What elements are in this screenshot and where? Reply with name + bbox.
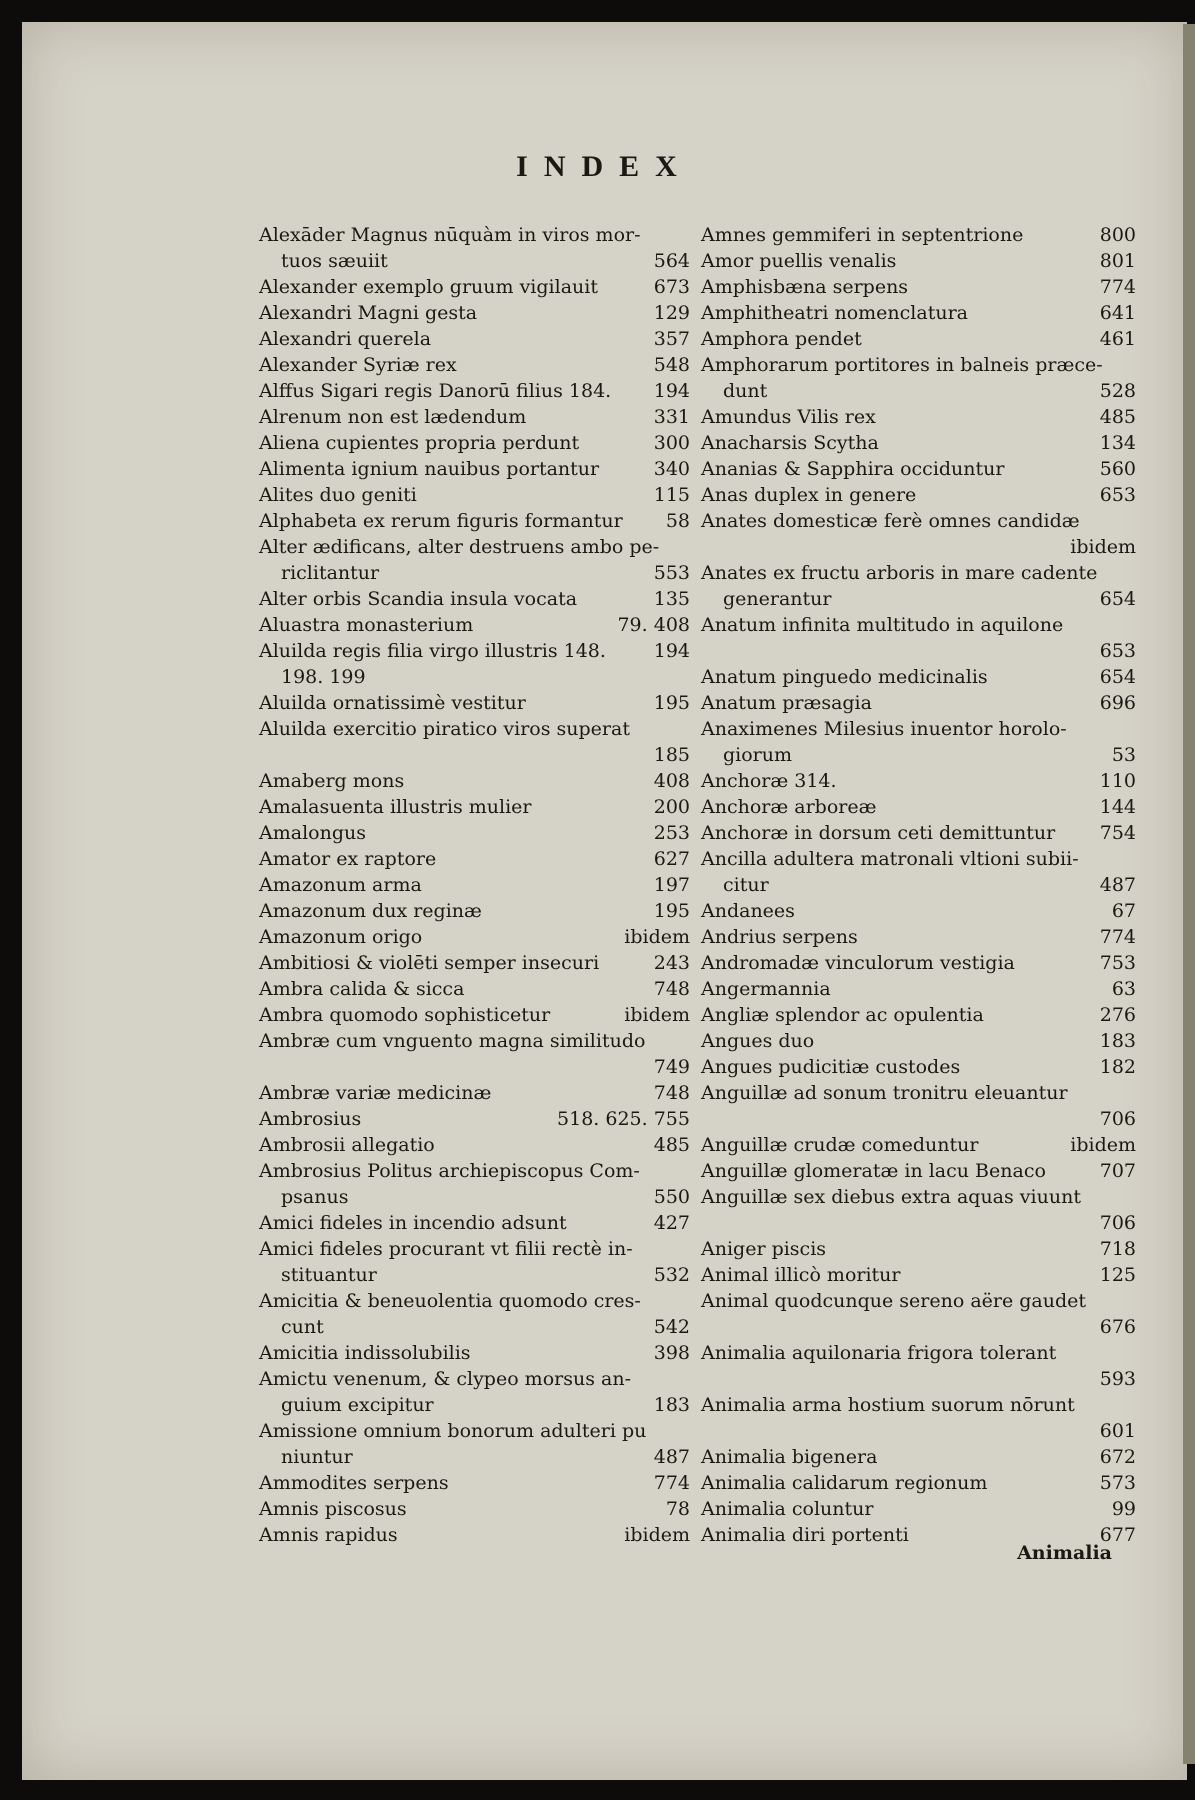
- index-entry: [701, 352, 1136, 404]
- entry-text: Amazonum origo: [259, 926, 423, 948]
- index-entry: [701, 794, 1136, 820]
- page-reference: 800: [1099, 224, 1136, 246]
- entry-text: Anas duplex in genere: [701, 484, 917, 506]
- entry-text: Amundus Vilis rex: [701, 406, 876, 428]
- entry-text: Amnis rapidus: [259, 1524, 398, 1546]
- index-entry: [701, 560, 1136, 612]
- index-entry: [701, 1158, 1136, 1184]
- index-entry: [701, 456, 1136, 482]
- entry-text: Aliena cupientes propria perdunt: [259, 432, 580, 454]
- index-entry: [259, 300, 690, 326]
- index-entry: [701, 326, 1136, 352]
- entry-text: Ambræ cum vnguento magna similitudo: [259, 1030, 646, 1052]
- page-reference: 485: [653, 1134, 690, 1156]
- index-entry: [259, 638, 690, 690]
- page-reference: 487: [653, 1446, 690, 1468]
- index-entry: [259, 1340, 690, 1366]
- page-reference: 427: [653, 1212, 690, 1234]
- entry-text: Alexāder Magnus nūquàm in viros mor-: [259, 224, 641, 246]
- page-reference: 300: [653, 432, 690, 454]
- entry-text: Ambrosius Politus archiepiscopus Com-: [259, 1160, 640, 1182]
- page-reference: 528: [1099, 380, 1136, 402]
- entry-text: Alites duo geniti: [259, 484, 417, 506]
- entry-continuation: tuos sæuiit: [281, 250, 388, 272]
- entry-text: Ammodites serpens: [259, 1472, 449, 1494]
- index-entry: [259, 1106, 690, 1132]
- page-reference: 676: [1099, 1316, 1136, 1338]
- index-entry: [701, 1184, 1136, 1236]
- page-reference: 653: [1099, 640, 1136, 662]
- index-entry: [259, 820, 690, 846]
- entry-continuation: cunt: [281, 1316, 324, 1338]
- page-reference: 673: [653, 276, 690, 298]
- page-reference: 748: [653, 978, 690, 1000]
- index-entry: [701, 1496, 1136, 1522]
- index-entry: [259, 1288, 690, 1340]
- page-reference: 627: [653, 848, 690, 870]
- page-reference: 518. 625. 755: [557, 1108, 690, 1130]
- page-reference: 672: [1099, 1446, 1136, 1468]
- index-entry: [259, 768, 690, 794]
- entry-text: Ambra calida & sicca: [259, 978, 465, 1000]
- page-reference: ibidem: [1070, 536, 1136, 558]
- entry-text: Amnes gemmiferi in septentrione: [701, 224, 1024, 246]
- index-entry: [701, 976, 1136, 1002]
- entry-text: Anatum præsagia: [701, 692, 872, 714]
- entry-text: Alter orbis Scandia insula vocata: [259, 588, 578, 610]
- page-reference: 79. 408: [617, 614, 690, 636]
- page-reference: 564: [653, 250, 690, 272]
- page-reference: 125: [1099, 1264, 1136, 1286]
- index-entry: [701, 274, 1136, 300]
- index-entry: [259, 534, 690, 586]
- entry-continuation: psanus: [281, 1186, 349, 1208]
- index-entry: [259, 1496, 690, 1522]
- entry-text: Animal quodcunque sereno aëre gaudet: [701, 1290, 1087, 1312]
- page-reference: 115: [653, 484, 690, 506]
- page-reference: 601: [1099, 1420, 1136, 1442]
- entry-text: Anguillæ glomeratæ in lacu Benaco: [701, 1160, 1046, 1182]
- entry-text: Aluastra monasterium: [259, 614, 474, 636]
- page-reference: 183: [1099, 1030, 1136, 1052]
- entry-text: Animalia calidarum regionum: [701, 1472, 988, 1494]
- index-entry: [701, 1054, 1136, 1080]
- page-reference: 461: [1099, 328, 1136, 350]
- index-entry: [259, 1470, 690, 1496]
- page-reference: 677: [1099, 1524, 1136, 1546]
- entry-text: Amnis piscosus: [259, 1498, 407, 1520]
- next-page-edge: [1183, 24, 1195, 1764]
- page-reference: 197: [653, 874, 690, 896]
- entry-continuation: dunt: [723, 380, 768, 402]
- entry-text: Amazonum dux reginæ: [259, 900, 482, 922]
- index-entry: [259, 508, 690, 534]
- index-entry: [701, 1080, 1136, 1132]
- index-entry: [259, 1366, 690, 1418]
- page-reference: 548: [653, 354, 690, 376]
- entry-text: Alexander exemplo gruum vigilauit: [259, 276, 598, 298]
- entry-continuation: citur: [723, 874, 769, 896]
- entry-text: Angliæ splendor ac opulentia: [701, 1004, 984, 1026]
- page-reference: 408: [653, 770, 690, 792]
- entry-text: Anatum pinguedo medicinalis: [701, 666, 988, 688]
- page-reference: 200: [653, 796, 690, 818]
- page-reference: 550: [653, 1186, 690, 1208]
- index-entry: [701, 690, 1136, 716]
- book-page: [22, 22, 1187, 1780]
- entry-text: Animalia aquilonaria frigora tolerant: [701, 1342, 1057, 1364]
- index-entry: [259, 586, 690, 612]
- entry-text: Amator ex raptore: [259, 848, 437, 870]
- index-entry: [701, 248, 1136, 274]
- page-reference: 487: [1099, 874, 1136, 896]
- entry-continuation: stituantur: [281, 1264, 377, 1286]
- page-reference: 144: [1099, 796, 1136, 818]
- index-entry: [701, 846, 1136, 898]
- index-entry: [259, 1080, 690, 1106]
- index-entry: [701, 950, 1136, 976]
- page-reference: 774: [1099, 276, 1136, 298]
- page-reference: 182: [1099, 1056, 1136, 1078]
- entry-text: Anguillæ sex diebus extra aquas viuunt: [701, 1186, 1081, 1208]
- page-reference: 653: [1099, 484, 1136, 506]
- page-reference: 58: [665, 510, 690, 532]
- page-reference: 195: [653, 692, 690, 714]
- page-reference: 185: [653, 744, 690, 766]
- entry-text: Aluilda ornatissimè vestitur: [259, 692, 526, 714]
- entry-continuation: riclitantur: [281, 562, 380, 584]
- entry-text: Amphitheatri nomenclatura: [701, 302, 968, 324]
- entry-text: Amphora pendet: [701, 328, 862, 350]
- page-reference: 67: [1111, 900, 1136, 922]
- page-reference: 195: [653, 900, 690, 922]
- entry-continuation: giorum: [723, 744, 793, 766]
- entry-text: Ananias & Sapphira occiduntur: [701, 458, 1005, 480]
- page-reference: 593: [1099, 1368, 1136, 1390]
- index-entry: [701, 1262, 1136, 1288]
- page-reference: 774: [653, 1472, 690, 1494]
- page-reference: 641: [1099, 302, 1136, 324]
- page-reference: 718: [1099, 1238, 1136, 1260]
- page-reference: 542: [653, 1316, 690, 1338]
- entry-text: Aluilda exercitio piratico viros superat: [259, 718, 630, 740]
- page-reference: 654: [1099, 666, 1136, 688]
- entry-text: Amaberg mons: [259, 770, 405, 792]
- index-entry: [701, 404, 1136, 430]
- entry-text: Amictu venenum, & clypeo morsus an-: [259, 1368, 631, 1390]
- entry-text: Animal illicò moritur: [701, 1264, 901, 1286]
- page-reference: ibidem: [1070, 1134, 1136, 1156]
- page-reference: 560: [1099, 458, 1136, 480]
- index-entry: [701, 482, 1136, 508]
- index-entry: [701, 924, 1136, 950]
- entry-continuation: generantur: [723, 588, 832, 610]
- entry-text: Amalongus: [259, 822, 366, 844]
- index-entry: [701, 1470, 1136, 1496]
- page-reference: 532: [653, 1264, 690, 1286]
- entry-text: Anates ex fructu arboris in mare cadente: [701, 562, 1098, 584]
- entry-text: Animalia diri portenti: [701, 1524, 909, 1546]
- catchword: Animalia: [1017, 1542, 1112, 1564]
- page-reference: 340: [653, 458, 690, 480]
- entry-text: Amici fideles procurant vt filii rectè in-: [259, 1238, 633, 1260]
- index-entry: [701, 1132, 1136, 1158]
- entry-text: Amici fideles in incendio adsunt: [259, 1212, 567, 1234]
- page-reference: 707: [1099, 1160, 1136, 1182]
- index-entry: [259, 846, 690, 872]
- index-entry: [259, 404, 690, 430]
- entry-text: Angues duo: [701, 1030, 815, 1052]
- index-entry: [259, 274, 690, 300]
- page-reference: 573: [1099, 1472, 1136, 1494]
- entry-text: Animalia arma hostium suorum nōrunt: [701, 1394, 1075, 1416]
- index-entry: [259, 612, 690, 638]
- page-reference: 53: [1111, 744, 1136, 766]
- page-reference: 485: [1099, 406, 1136, 428]
- page-reference: 129: [653, 302, 690, 324]
- index-entry: [259, 1002, 690, 1028]
- index-entry: [259, 430, 690, 456]
- page-reference: 553: [653, 562, 690, 584]
- page-reference: 194: [653, 380, 690, 402]
- page-reference: 63: [1111, 978, 1136, 1000]
- entry-text: Anaximenes Milesius inuentor horolo-: [701, 718, 1067, 740]
- entry-continuation: niuntur: [281, 1446, 353, 1468]
- page-reference: 801: [1099, 250, 1136, 272]
- page-reference: 194: [653, 640, 690, 662]
- index-entry: [259, 1132, 690, 1158]
- index-entry: [701, 1340, 1136, 1392]
- index-column-right: [701, 222, 1136, 1548]
- entry-text: Ambrosii allegatio: [259, 1134, 435, 1156]
- entry-text: Ancilla adultera matronali vltioni subii-: [701, 848, 1079, 870]
- entry-text: Ambræ variæ medicinæ: [259, 1082, 492, 1104]
- index-entry: [701, 430, 1136, 456]
- entry-text: Animalia bigenera: [701, 1446, 878, 1468]
- entry-text: Amicitia indissolubilis: [259, 1342, 471, 1364]
- index-entry: [701, 1002, 1136, 1028]
- page-reference: 357: [653, 328, 690, 350]
- page-reference: 331: [653, 406, 690, 428]
- entry-text: Aniger piscis: [701, 1238, 827, 1260]
- page-reference: 398: [653, 1342, 690, 1364]
- entry-text: Animalia coluntur: [701, 1498, 874, 1520]
- page-header: INDEX: [516, 150, 693, 183]
- entry-text: Alffus Sigari regis Danorū filius 184.: [259, 380, 612, 402]
- page-reference: 706: [1099, 1212, 1136, 1234]
- index-entry: [259, 976, 690, 1002]
- entry-text: Anguillæ ad sonum tronitru eleuantur: [701, 1082, 1068, 1104]
- entry-text: Anguillæ crudæ comeduntur: [701, 1134, 979, 1156]
- entry-text: Alexandri Magni gesta: [259, 302, 478, 324]
- page-reference: 183: [653, 1394, 690, 1416]
- index-entry: [701, 820, 1136, 846]
- entry-text: Aluilda regis filia virgo illustris 148.: [259, 640, 606, 662]
- index-entry: [701, 612, 1136, 664]
- page-reference: 78: [665, 1498, 690, 1520]
- entry-text: Amissione omnium bonorum adulteri pu: [259, 1420, 647, 1442]
- index-column-left: [259, 222, 690, 1548]
- index-entry: [259, 222, 690, 274]
- entry-text: Anchoræ in dorsum ceti demittuntur: [701, 822, 1056, 844]
- index-entry: [259, 456, 690, 482]
- entry-text: Ambrosius: [259, 1108, 362, 1130]
- page-reference: 99: [1111, 1498, 1136, 1520]
- index-entry: [259, 326, 690, 352]
- entry-text: Alimenta ignium nauibus portantur: [259, 458, 600, 480]
- entry-text: Amazonum arma: [259, 874, 422, 896]
- index-entry: [259, 1418, 690, 1470]
- entry-text: Alexandri querela: [259, 328, 432, 350]
- entry-text: Alphabeta ex rerum figuris formantur: [259, 510, 623, 532]
- entry-text: Amicitia & beneuolentia quomodo cres-: [259, 1290, 641, 1312]
- page-reference: 253: [653, 822, 690, 844]
- entry-text: Anates domesticæ ferè omnes candidæ: [701, 510, 1080, 532]
- entry-text: Amphorarum portitores in balneis præce-: [701, 354, 1103, 376]
- index-entry: [259, 690, 690, 716]
- page-reference: 748: [653, 1082, 690, 1104]
- index-entry: [701, 716, 1136, 768]
- index-entry: [701, 1028, 1136, 1054]
- index-entry: [259, 716, 690, 768]
- index-entry: [701, 300, 1136, 326]
- index-entry: [259, 1028, 690, 1080]
- page-reference: 135: [653, 588, 690, 610]
- index-entry: [259, 352, 690, 378]
- entry-text: Alexander Syriæ rex: [259, 354, 457, 376]
- page-reference: 110: [1099, 770, 1136, 792]
- page-reference: 654: [1099, 588, 1136, 610]
- page-reference: 753: [1099, 952, 1136, 974]
- entry-text: Angermannia: [701, 978, 831, 1000]
- page-reference: 243: [653, 952, 690, 974]
- index-entry: [259, 924, 690, 950]
- entry-continuation: guium excipitur: [281, 1394, 434, 1416]
- index-entry: [259, 1210, 690, 1236]
- page-reference: 774: [1099, 926, 1136, 948]
- entry-text: Ambra quomodo sophisticetur: [259, 1004, 551, 1026]
- entry-text: Andromadæ vinculorum vestigia: [701, 952, 1015, 974]
- page-reference: 706: [1099, 1108, 1136, 1130]
- index-entry: [701, 508, 1136, 560]
- entry-text: Andanees: [701, 900, 795, 922]
- index-entry: [701, 768, 1136, 794]
- index-entry: [259, 482, 690, 508]
- index-entry: [259, 1236, 690, 1288]
- entry-text: Andrius serpens: [701, 926, 858, 948]
- page-reference: 276: [1099, 1004, 1136, 1026]
- entry-text: Alter ædificans, alter destruens ambo pe-: [259, 536, 660, 558]
- entry-text: Anchoræ arboreæ: [701, 796, 877, 818]
- entry-text: Angues pudicitiæ custodes: [701, 1056, 961, 1078]
- entry-continuation: 198. 199: [281, 666, 366, 688]
- entry-text: Amor puellis venalis: [701, 250, 897, 272]
- index-entry: [701, 1236, 1136, 1262]
- entry-text: Amphisbæna serpens: [701, 276, 909, 298]
- page-reference: 696: [1099, 692, 1136, 714]
- page-reference: ibidem: [624, 926, 690, 948]
- index-entry: [701, 898, 1136, 924]
- index-entry: [259, 1158, 690, 1210]
- index-entry: [259, 872, 690, 898]
- index-entry: [259, 378, 690, 404]
- page-reference: 134: [1099, 432, 1136, 454]
- index-entry: [259, 950, 690, 976]
- index-entry: [701, 1444, 1136, 1470]
- entry-text: Anatum infinita multitudo in aquilone: [701, 614, 1064, 636]
- page-reference: 749: [653, 1056, 690, 1078]
- index-entry: [701, 664, 1136, 690]
- entry-text: Anacharsis Scytha: [701, 432, 879, 454]
- entry-text: Amalasuenta illustris mulier: [259, 796, 532, 818]
- index-entry: [701, 222, 1136, 248]
- index-entry: [701, 1392, 1136, 1444]
- entry-text: Ambitiosi & violēti semper insecuri: [259, 952, 600, 974]
- page-reference: ibidem: [624, 1524, 690, 1546]
- entry-text: Alrenum non est lædendum: [259, 406, 527, 428]
- index-entry: [259, 794, 690, 820]
- index-entry: [259, 898, 690, 924]
- entry-text: Anchoræ 314.: [701, 770, 837, 792]
- index-entry: [701, 1288, 1136, 1340]
- page-reference: ibidem: [624, 1004, 690, 1026]
- page-reference: 754: [1099, 822, 1136, 844]
